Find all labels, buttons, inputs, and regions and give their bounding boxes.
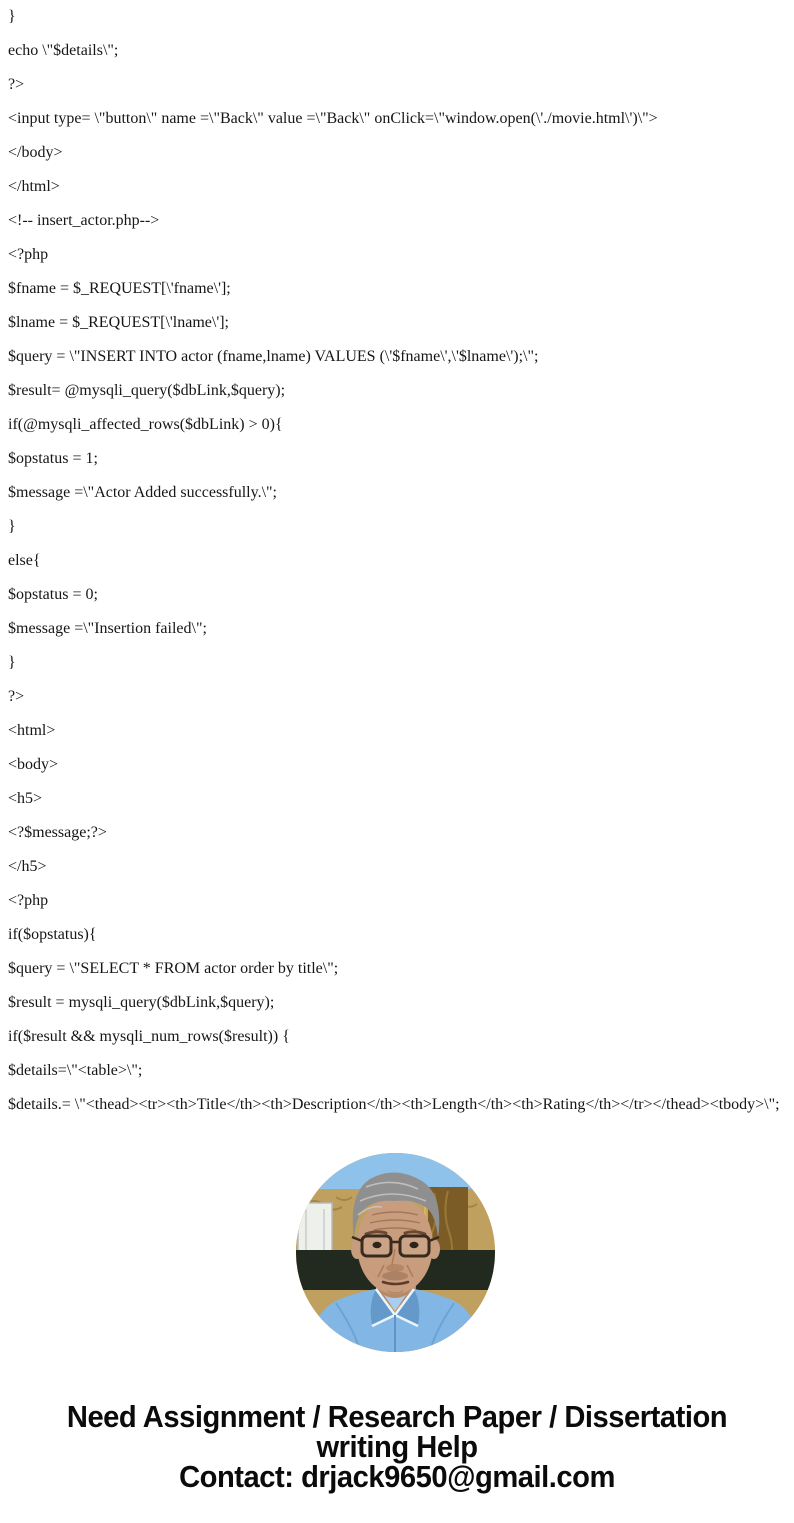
code-line: </body> xyxy=(8,144,63,161)
code-line: ?> xyxy=(8,76,25,93)
code-line: $opstatus = 1; xyxy=(8,450,98,467)
code-line: <!-- insert_actor.php--> xyxy=(8,212,160,229)
code-line: } xyxy=(8,518,16,535)
code-line: $details=\"<table>\"; xyxy=(8,1062,143,1079)
code-line: } xyxy=(8,8,16,25)
code-line: $result= @mysqli_query($dbLink,$query); xyxy=(8,382,286,399)
code-line: $lname = $_REQUEST[\'lname\']; xyxy=(8,314,229,331)
code-line: <?$message;?> xyxy=(8,824,107,841)
code-line: echo \"$details\"; xyxy=(8,42,119,59)
code-line: </h5> xyxy=(8,858,47,875)
code-line: $query = \"INSERT INTO actor (fname,lname) VALUES (\'$fname\',\'$lname\');\"; xyxy=(8,348,539,365)
code-line: <input type= \"button\" name =\"Back\" value =\"Back\" onClick=\"window.open(\'./movie.html\')\"> xyxy=(8,110,658,127)
code-line: $details.= \"<thead><tr><th>Title</th><th>Description</th><th>Length</th><th>Rating</th></tr></thead><tbody>\"; xyxy=(8,1096,780,1113)
promo-headline-line2: writing Help xyxy=(316,1429,478,1464)
code-line: $fname = $_REQUEST[\'fname\']; xyxy=(8,280,231,297)
code-line: </html> xyxy=(8,178,60,195)
code-line: if($opstatus){ xyxy=(8,926,97,943)
code-listing xyxy=(8,0,794,1122)
code-line: <body> xyxy=(8,756,59,773)
portrait-illustration xyxy=(296,1153,495,1352)
code-line: else{ xyxy=(8,552,41,569)
code-line: <?php xyxy=(8,246,49,263)
code-line: } xyxy=(8,654,16,671)
code-line: $result = mysqli_query($dbLink,$query); xyxy=(8,994,275,1011)
code-line: $opstatus = 0; xyxy=(8,586,98,603)
code-line: if(@mysqli_affected_rows($dbLink) > 0){ xyxy=(8,416,283,433)
promo-headline-line1: Need Assignment / Research Paper / Dissertation xyxy=(66,1399,728,1434)
code-line: <h5> xyxy=(8,790,43,807)
instructor-avatar xyxy=(296,1153,495,1352)
code-line: $query = \"SELECT * FROM actor order by title\"; xyxy=(8,960,339,977)
promo-contact-email: Contact: drjack9650@gmail.com xyxy=(179,1459,615,1494)
code-line: ?> xyxy=(8,688,25,705)
code-line: if($result && mysqli_num_rows($result)) { xyxy=(8,1028,290,1045)
code-line: <html> xyxy=(8,722,56,739)
code-line: $message =\"Insertion failed\"; xyxy=(8,620,207,637)
code-line: <?php xyxy=(8,892,49,909)
promo-banner xyxy=(24,1399,770,1494)
code-line: $message =\"Actor Added successfully.\"; xyxy=(8,484,277,501)
